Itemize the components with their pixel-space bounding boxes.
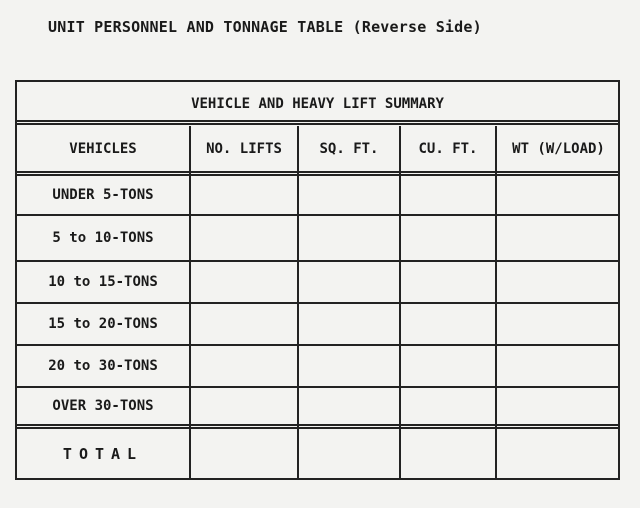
cell-no-lifts[interactable] xyxy=(191,216,297,260)
column-header-cu-ft: CU. FT. xyxy=(418,141,478,157)
cell-cu-ft[interactable] xyxy=(401,304,495,344)
cell-no-lifts[interactable] xyxy=(191,346,297,386)
total-no-lifts[interactable] xyxy=(191,430,297,478)
cell-sq-ft[interactable] xyxy=(299,176,399,214)
row-label-5-to-10-tons: 5 to 10-TONS xyxy=(52,230,154,246)
column-header-no-lifts: NO. LIFTS xyxy=(206,141,282,157)
row-label-under-5-tons: UNDER 5-TONS xyxy=(52,187,154,203)
total-sq-ft[interactable] xyxy=(299,430,399,478)
cell-sq-ft[interactable] xyxy=(299,216,399,260)
column-header-sq-ft: SQ. FT. xyxy=(319,141,379,157)
vehicle-summary-form xyxy=(15,80,620,480)
cell-weight[interactable] xyxy=(497,388,620,424)
cell-sq-ft[interactable] xyxy=(299,346,399,386)
cell-no-lifts[interactable] xyxy=(191,388,297,424)
summary-title: VEHICLE AND HEAVY LIFT SUMMARY xyxy=(191,96,444,112)
cell-no-lifts[interactable] xyxy=(191,304,297,344)
total-cu-ft[interactable] xyxy=(401,430,495,478)
cell-weight[interactable] xyxy=(497,176,620,214)
cell-no-lifts[interactable] xyxy=(191,262,297,302)
row-label-20-to-30-tons: 20 to 30-TONS xyxy=(48,358,158,374)
cell-weight[interactable] xyxy=(497,346,620,386)
total-label: TOTAL xyxy=(62,445,144,463)
cell-weight[interactable] xyxy=(497,216,620,260)
total-weight[interactable] xyxy=(497,430,620,478)
cell-cu-ft[interactable] xyxy=(401,262,495,302)
row-label-10-to-15-tons: 10 to 15-TONS xyxy=(48,274,158,290)
cell-no-lifts[interactable] xyxy=(191,176,297,214)
cell-cu-ft[interactable] xyxy=(401,176,495,214)
column-header-weight: WT (W/LOAD) xyxy=(512,141,605,157)
cell-sq-ft[interactable] xyxy=(299,388,399,424)
cell-weight[interactable] xyxy=(497,262,620,302)
cell-sq-ft[interactable] xyxy=(299,304,399,344)
cell-cu-ft[interactable] xyxy=(401,388,495,424)
cell-weight[interactable] xyxy=(497,304,620,344)
row-label-15-to-20-tons: 15 to 20-TONS xyxy=(48,316,158,332)
row-label-over-30-tons: OVER 30-TONS xyxy=(52,398,154,414)
page-title: UNIT PERSONNEL AND TONNAGE TABLE (Reverse Side) xyxy=(48,18,482,36)
cell-sq-ft[interactable] xyxy=(299,262,399,302)
cell-cu-ft[interactable] xyxy=(401,216,495,260)
total-divider xyxy=(17,424,618,429)
column-header-vehicles: VEHICLES xyxy=(69,141,137,157)
cell-cu-ft[interactable] xyxy=(401,346,495,386)
header-divider xyxy=(17,120,618,125)
